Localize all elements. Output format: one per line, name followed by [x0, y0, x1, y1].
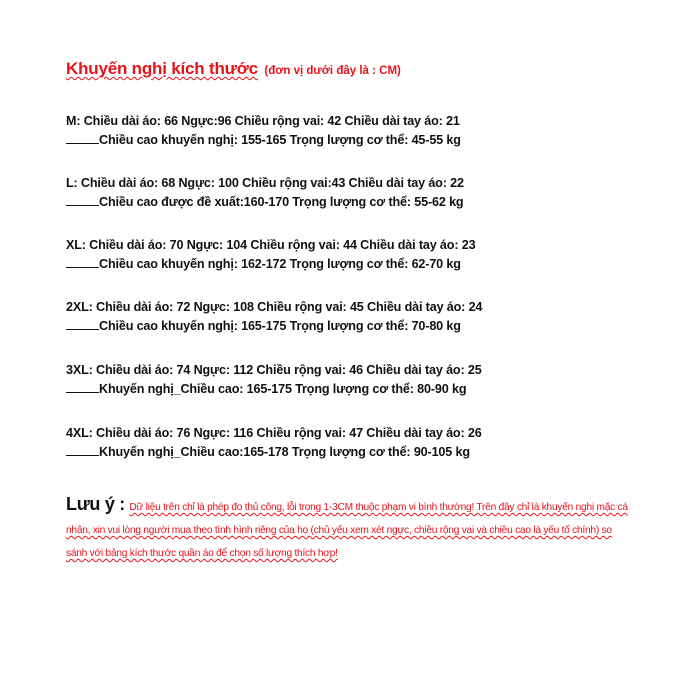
size-l-recommendation: Chiều cao được đề xuất:160-170 Trọng lượng cơ thể: 55-62 kg: [99, 195, 464, 209]
note-block: [66, 494, 628, 565]
size-l-recommendation-row: [66, 193, 666, 212]
size-entry-3xl: [66, 361, 666, 399]
title-main: Khuyến nghị kích thước: [66, 59, 258, 78]
size-2xl-recommendation-row: [66, 317, 666, 336]
size-4xl-recommendation-row: [66, 443, 666, 462]
blank-underline: [66, 195, 99, 206]
size-entry-l: [66, 174, 666, 212]
size-l-measurements: L: Chiều dài áo: 68 Ngực: 100 Chiều rộng vai:43 Chiều dài tay áo: 22: [66, 176, 464, 190]
size-m-recommendation-row: [66, 131, 666, 150]
size-guide-title: [66, 59, 401, 79]
blank-underline: [66, 445, 99, 456]
size-m-measurements: M: Chiều dài áo: 66 Ngực:96 Chiều rộng vai: 42 Chiều dài tay áo: 21: [66, 114, 460, 128]
title-unit: (đơn vị dưới đây là : CM): [264, 65, 401, 77]
size-2xl-measurements: 2XL: Chiều dài áo: 72 Ngực: 108 Chiều rộng vai: 45 Chiều dài tay áo: 24: [66, 300, 483, 314]
size-entry-2xl: [66, 298, 666, 336]
size-xl-recommendation: Chiều cao khuyến nghị: 162-172 Trọng lượng cơ thể: 62-70 kg: [99, 257, 461, 271]
size-entry-xl: [66, 236, 666, 274]
size-entry-m: [66, 112, 666, 150]
size-3xl-recommendation-row: [66, 380, 666, 399]
size-4xl-recommendation: Khuyến nghị_Chiều cao:165-178 Trọng lượng cơ thể: 90-105 kg: [99, 445, 470, 459]
size-entry-4xl: [66, 424, 666, 462]
size-xl-measurements: XL: Chiều dài áo: 70 Ngực: 104 Chiều rộng vai: 44 Chiều dài tay áo: 23: [66, 238, 476, 252]
note-label: Lưu ý :: [66, 494, 125, 514]
size-m-recommendation: Chiều cao khuyến nghị: 155-165 Trọng lượng cơ thể: 45-55 kg: [99, 133, 461, 147]
blank-underline: [66, 133, 99, 144]
size-3xl-measurements: 3XL: Chiều dài áo: 74 Ngực: 112 Chiều rộng vai: 46 Chiều dài tay áo: 25: [66, 363, 482, 377]
size-2xl-recommendation: Chiều cao khuyến nghị: 165-175 Trọng lượng cơ thể: 70-80 kg: [99, 319, 461, 333]
size-4xl-measurements: 4XL: Chiều dài áo: 76 Ngực: 116 Chiều rộng vai: 47 Chiều dài tay áo: 26: [66, 426, 482, 440]
blank-underline: [66, 382, 99, 393]
size-xl-recommendation-row: [66, 255, 666, 274]
size-3xl-recommendation: Khuyến nghị_Chiều cao: 165-175 Trọng lượng cơ thể: 80-90 kg: [99, 382, 467, 396]
blank-underline: [66, 319, 99, 330]
blank-underline: [66, 257, 99, 268]
note-text: Dữ liệu trên chỉ là phép đo thủ công, lỗi trong 1-3CM thuộc phạm vi bình thường! Trên đây chỉ là khuyến nghị mặc cá nhân, xin vui lòng người mua theo tình hình riêng của họ (chủ yếu xem xét ngực, chiều rộng vai và chiều cao là yếu tố chính) so sánh với bảng kích thước quần áo để chọn số lượng thích hợp!: [66, 502, 628, 559]
